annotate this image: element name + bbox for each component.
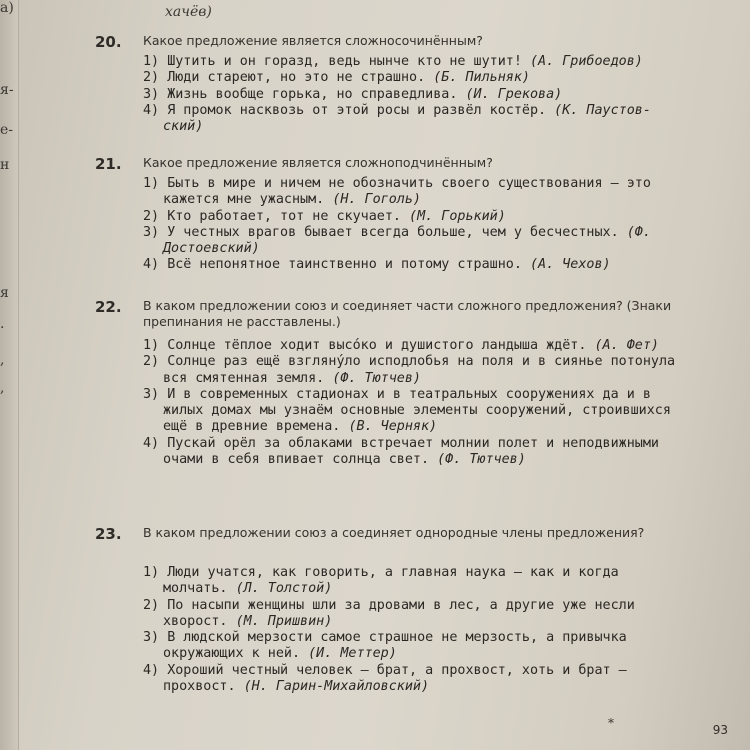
option-text: Пускай орёл за облаками встречает молнии полет и неподвижными очами в себя впивает солнца свет.: [163, 435, 659, 468]
option-author: (А. Чехов): [529, 257, 611, 273]
answer-option[interactable]: [143, 209, 688, 225]
option-text: Жизнь вообще горька, но справедлива.: [167, 86, 466, 102]
left-margin-fragment: .: [0, 316, 5, 332]
option-number: 2): [143, 208, 160, 224]
asterisk-mark: *: [608, 716, 614, 730]
option-number: 1): [143, 176, 160, 191]
previous-author-tail: хачёв): [165, 4, 212, 20]
option-text: Я промок насквозь от этой росы и развёл костёр.: [167, 102, 555, 118]
option-author: (А. Грибоедов): [529, 54, 643, 69]
option-number: 2): [143, 354, 160, 370]
option-number: 1): [143, 54, 160, 69]
option-author: (М. Пришвин): [235, 613, 333, 629]
option-text: Всё непонятное таинственно и потому страшно.: [167, 257, 530, 273]
answer-option[interactable]: [143, 630, 688, 663]
question-text: Какое предложение является сложносочинённым?: [143, 33, 483, 48]
option-author: (Ф. Тютчев): [437, 452, 526, 468]
answer-option[interactable]: [143, 54, 688, 70]
answer-option[interactable]: [143, 176, 688, 209]
left-margin-fragment: я-: [0, 82, 14, 98]
option-text: По насыпи женщины шли за дровами в лес, а другие уже несли хворост.: [163, 597, 635, 629]
answer-option[interactable]: [143, 87, 688, 103]
option-author: (Л. Толстой): [235, 581, 333, 597]
option-author: (И. Грекова): [465, 86, 563, 102]
option-text: И в современных стадионах и в театральных сооружениях да и в жилых домах мы узнаём основные элементы сооружений, строившихся ещё в древние времена.: [163, 386, 671, 435]
option-text: Люди учатся, как говорить, а главная наука — как и когда молчать.: [163, 565, 619, 597]
option-text: В людской мерзости самое страшное не мерзость, а привычка окружающих к ней.: [163, 630, 627, 662]
answer-option[interactable]: [143, 436, 688, 469]
option-author: (М. Горький): [409, 208, 506, 224]
answer-option[interactable]: [143, 70, 688, 86]
option-text: Кто работает, тот не скучает.: [167, 208, 410, 224]
option-text: Шутить и он горазд, ведь нынче кто не шутит!: [167, 54, 530, 69]
question-number: 23.: [95, 525, 122, 543]
left-margin-fragment: ,: [0, 352, 5, 368]
option-number: 4): [143, 435, 160, 451]
answer-option[interactable]: [143, 663, 688, 696]
option-text: Солнце тёплое ходит высо́ко и душистого ландыша ждёт.: [167, 338, 595, 353]
option-text: Солнце раз ещё взгляну́ло исподлобья на поля и в сиянье потонула вся смятенная земля.: [163, 354, 676, 386]
option-text: У честных врагов бывает всегда больше, чем у бесчестных.: [167, 224, 627, 240]
question-number: 20.: [95, 33, 122, 51]
option-number: 4): [143, 662, 160, 678]
left-margin-fragment: ,: [0, 380, 5, 396]
question-number: 22.: [95, 298, 122, 316]
answer-options: [143, 338, 688, 468]
option-author: (К. Паустов-ский): [163, 102, 651, 135]
left-margin-fragment: а): [0, 0, 14, 16]
option-number: 3): [143, 386, 160, 402]
option-number: 1): [143, 565, 160, 580]
option-number: 3): [143, 630, 160, 646]
option-author: (А. Фет): [594, 338, 659, 353]
answer-option[interactable]: [143, 225, 688, 258]
option-author: (Ф. Тютчев): [332, 370, 421, 386]
answer-options: [143, 565, 688, 695]
left-margin-fragment: н: [0, 157, 10, 173]
question-text: В каком предложении союз а соединяет однородные члены предложения?: [143, 525, 645, 540]
option-number: 3): [143, 86, 160, 102]
answer-option[interactable]: [143, 257, 688, 273]
answer-options: [143, 54, 688, 135]
answer-option[interactable]: [143, 387, 688, 436]
option-number: 1): [143, 338, 160, 353]
left-margin-fragment: е-: [0, 122, 14, 138]
question-number: 21.: [95, 155, 122, 173]
option-text: Люди стареют, но это не страшно.: [167, 70, 434, 86]
option-number: 2): [143, 70, 160, 86]
option-number: 4): [143, 102, 160, 118]
answer-options: [143, 176, 688, 274]
answer-option[interactable]: [143, 103, 688, 136]
previous-question-tail: [165, 4, 725, 20]
answer-option[interactable]: [143, 338, 688, 354]
option-author: (Б. Пильняк): [433, 70, 530, 86]
option-number: 3): [143, 224, 160, 240]
option-author: (Ф. Достоевский): [163, 224, 651, 257]
option-text: Быть в мире и ничем не обозначить своего существования — это кажется мне ужасным.: [163, 176, 651, 208]
left-margin-fragment: я: [0, 285, 9, 301]
answer-option[interactable]: [143, 354, 688, 387]
answer-option[interactable]: [143, 565, 688, 598]
option-author: (Н. Гоголь): [332, 192, 421, 208]
page-number: 93: [712, 723, 728, 737]
option-author: (В. Черняк): [348, 419, 438, 435]
option-author: (Н. Гарин-Михайловский): [243, 679, 430, 695]
question-text: Какое предложение является сложноподчинённым?: [143, 155, 493, 170]
answer-option[interactable]: [143, 598, 688, 631]
option-author: (И. Меттер): [308, 646, 397, 662]
adjacent-page-edge: [0, 0, 19, 750]
question-text: В каком предложении союз и соединяет части сложного предложения? (Знаки препинания не расставлены.): [143, 298, 672, 329]
option-number: 4): [143, 257, 160, 273]
option-number: 2): [143, 597, 160, 613]
option-text: Хороший честный человек — брат, а прохвост, хоть и брат — прохвост.: [163, 662, 627, 695]
